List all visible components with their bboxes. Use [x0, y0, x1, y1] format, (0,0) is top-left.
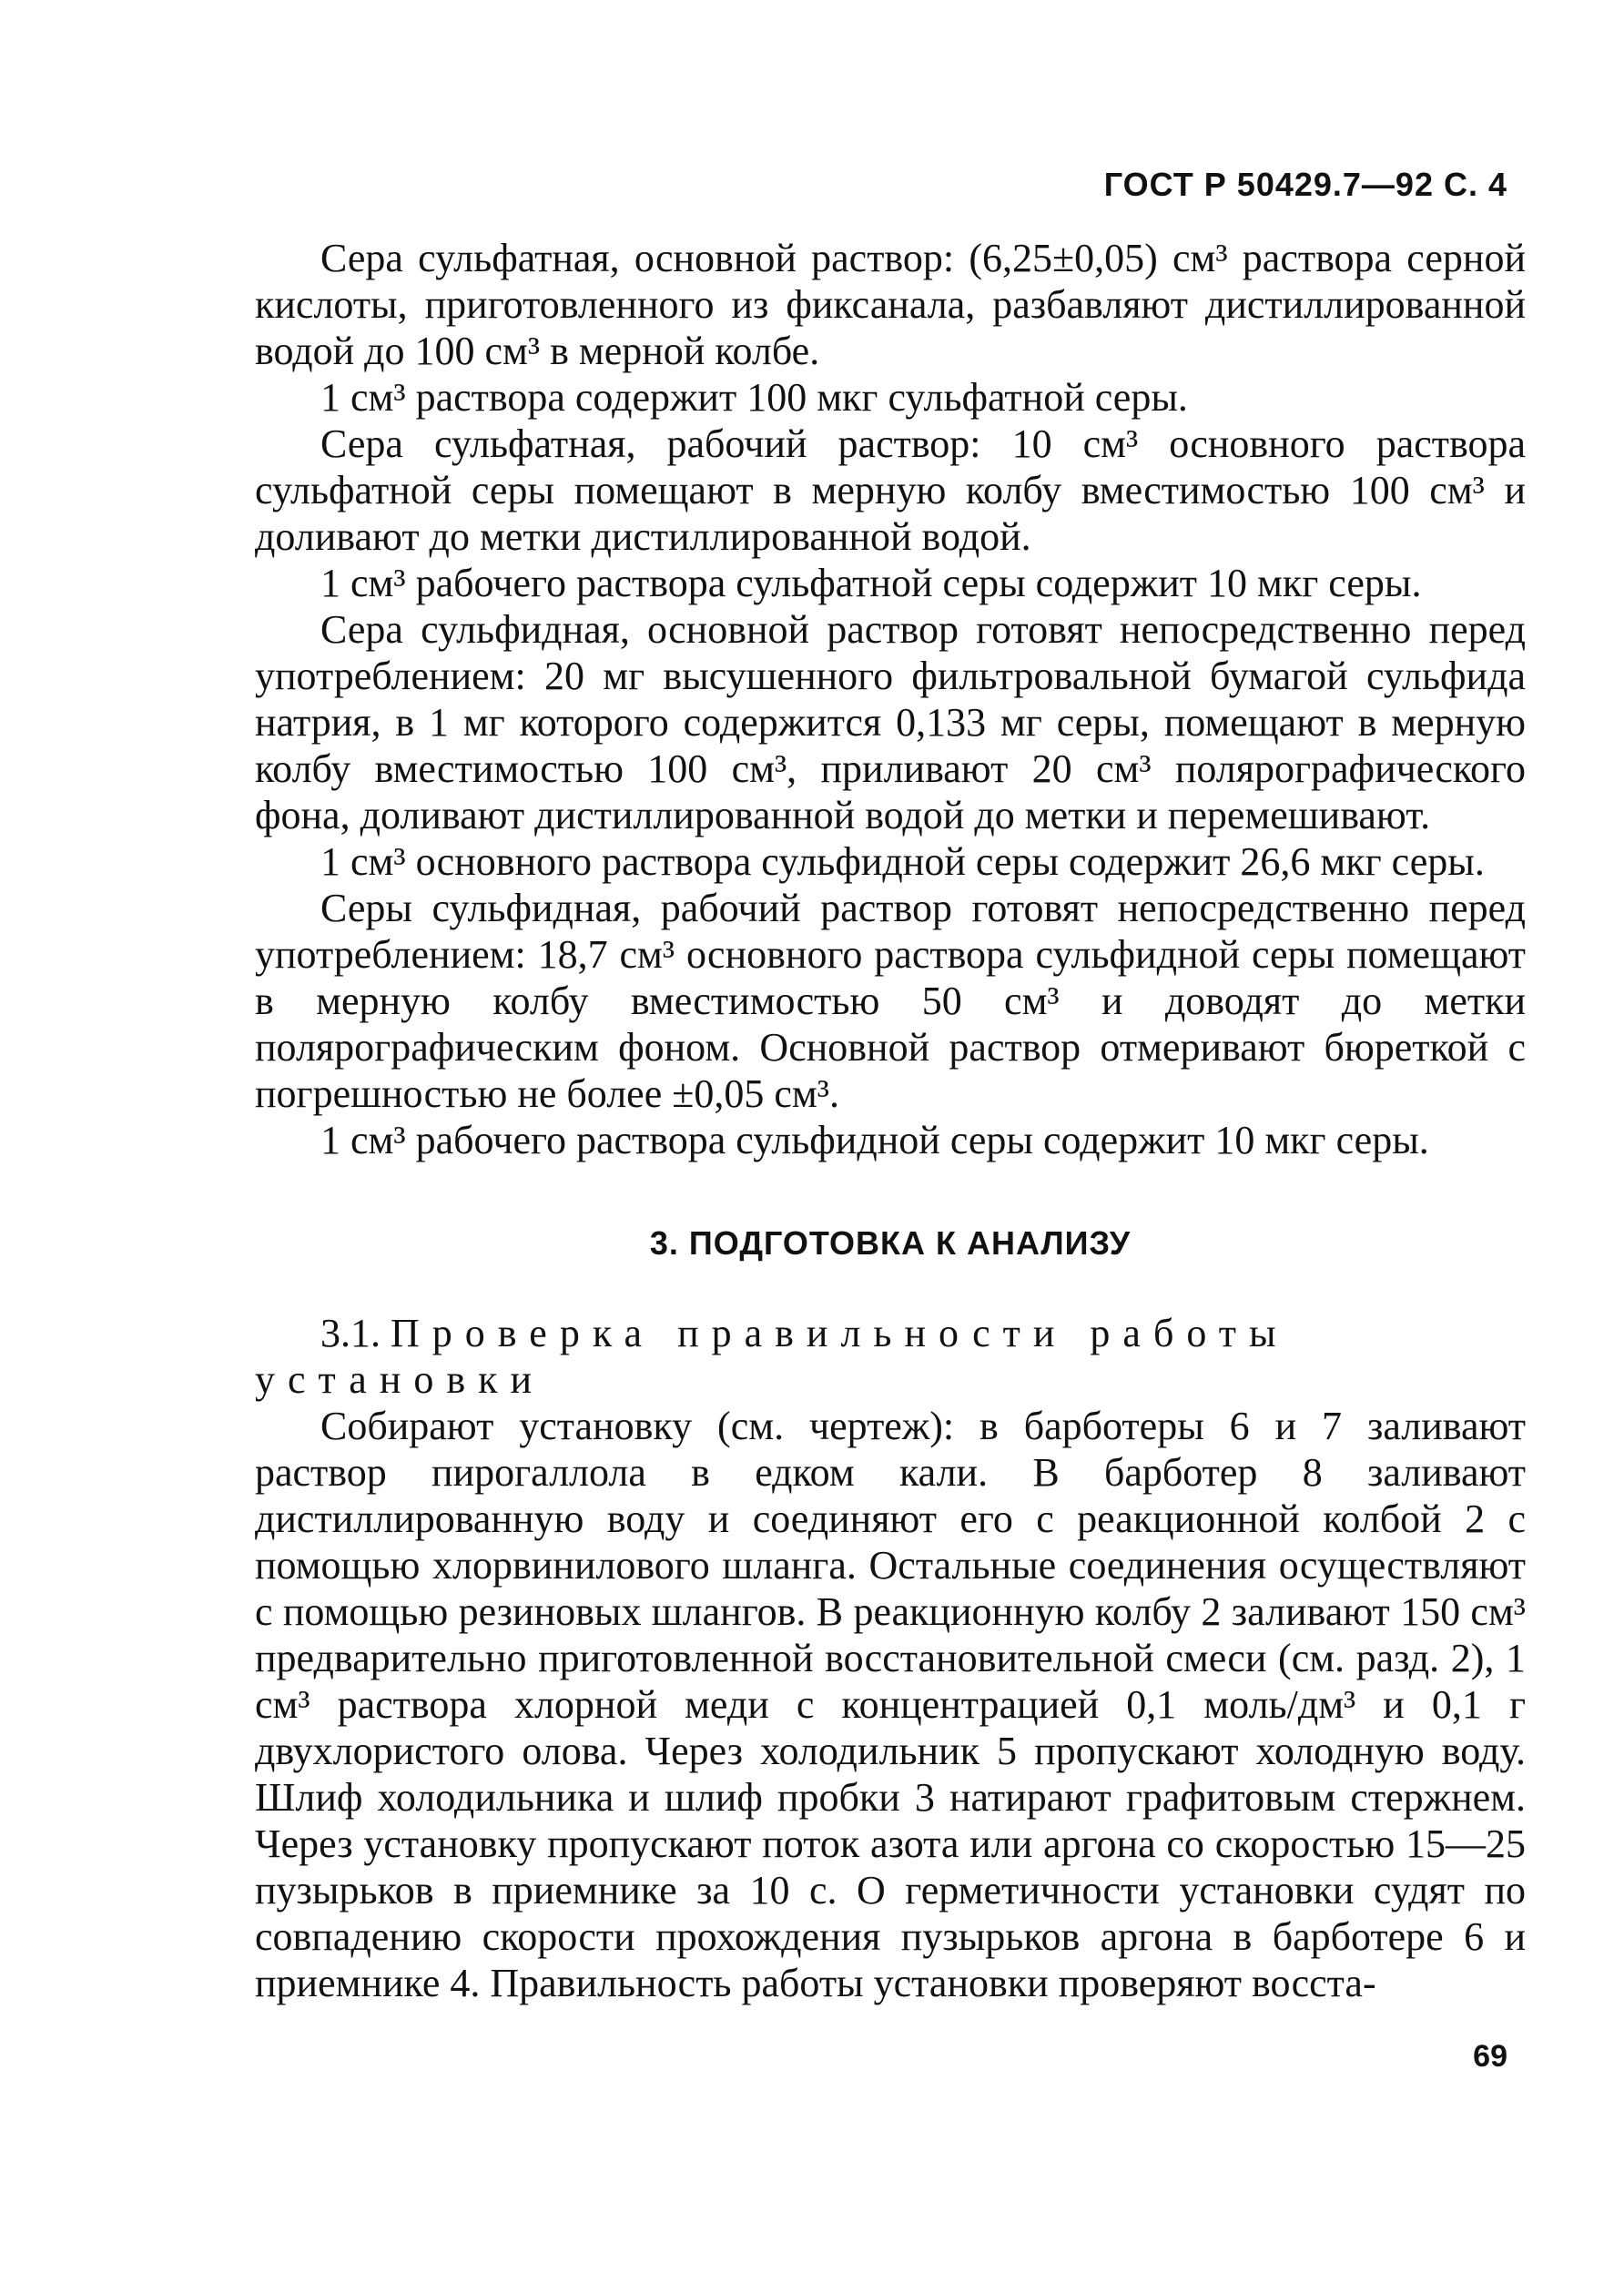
- subsection-number: 3.1.: [320, 1311, 381, 1355]
- paragraph-sulfide-stock: Сера сульфидная, основной раствор готовят непосредственно перед употреблением: 20 мг высушенного фильтровальной бумагой сульфида натрия, в 1 мг которого содержится 0,133 мг серы, помещают в мерную колбу вместимостью 100 см³, приливают 20 см³ полярографического фона, доливают дистиллированной водой до метки и перемешивают.: [255, 607, 1526, 837]
- page-content: [255, 235, 1526, 2006]
- paragraph-sulfate-working: Сера сульфатная, рабочий раствор: 10 см³ основного раствора сульфатной серы помещают в мерную колбу вместимостью 100 см³ и доливают до метки дистиллированной водой.: [255, 421, 1526, 559]
- document-header: ГОСТ Р 50429.7—92 С. 4: [1103, 166, 1507, 203]
- subsection-title: Проверка правильности работы установки: [255, 1311, 1289, 1402]
- section-title: 3. ПОДГОТОВКА К АНАЛИЗУ: [649, 1224, 1132, 1262]
- subsection-heading: [255, 1310, 1526, 1403]
- paragraph-sulfate-stock: Сера сульфатная, основной раствор: (6,25±0,05) см³ раствора серной кислоты, приготовленного из фиксанала, разбавляют дистиллированной водой до 100 см³ в мерной колбе.: [255, 236, 1526, 373]
- paragraph-sulfate-stock-content: 1 см³ раствора содержит 100 мкг сульфатной серы.: [320, 375, 1188, 420]
- paragraph-sulfide-working: Серы сульфидная, рабочий раствор готовят непосредственно перед употреблением: 18,7 см³ основного раствора сульфидной серы помещают в мерную колбу вместимостью 50 см³ и доводят до метки полярографическим фоном. Основной раствор отмеривают бюреткой с погрешностью не более ±0,05 см³.: [255, 886, 1526, 1116]
- page-number: 69: [1473, 2039, 1507, 2074]
- paragraph-sulfide-working-content: 1 см³ рабочего раствора сульфидной серы содержит 10 мкг серы.: [320, 1118, 1429, 1162]
- paragraph-sulfide-stock-content: 1 см³ основного раствора сульфидной серы содержит 26,6 мкг серы.: [320, 839, 1485, 884]
- paragraph-setup-procedure: Собирают установку (см. чертеж): в барботеры 6 и 7 заливают раствор пирогаллола в едком кали. В барботер 8 заливают дистиллированную воду и соединяют его с реакционной колбой 2 с помощью хлорвинилового шланга. Остальные соединения осуществляют с помощью резиновых шлангов. В реакционную колбу 2 заливают 150 см³ предварительно приготовленной восстановительной смеси (см. разд. 2), 1 см³ раствора хлорной меди с концентрацией 0,1 моль/дм³ и 0,1 г двухлористого олова. Через холодильник 5 пропускают холодную воду. Шлиф холодильника и шлиф пробки 3 натирают графитовым стержнем. Через установку пропускают поток азота или аргона со скоростью 15—25 пузырьков в приемнике за 10 с. О герметичности установки судят по совпадению скорости прохождения пузырьков аргона в барботере 6 и приемнике 4. Правильность работы установки проверяют восста-: [255, 1404, 1526, 2005]
- paragraph-sulfate-working-content: 1 см³ рабочего раствора сульфатной серы содержит 10 мкг серы.: [320, 561, 1422, 605]
